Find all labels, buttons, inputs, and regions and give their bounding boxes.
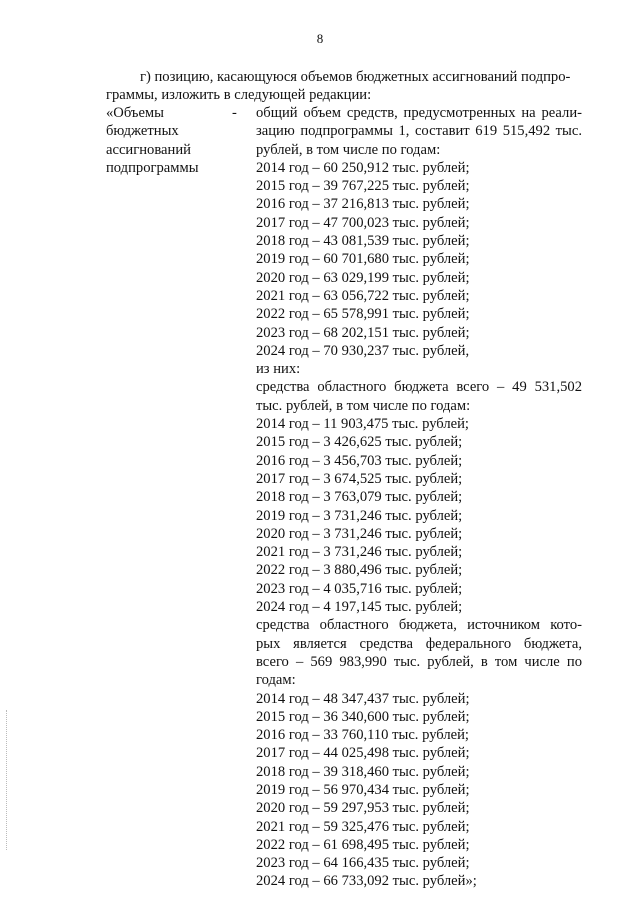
total-year: 2015 год – 39 767,225 тыс. рублей; — [256, 178, 470, 195]
label-line: подпрограммы — [106, 159, 199, 176]
position-label — [106, 104, 246, 177]
regional-year: 2020 год – 3 731,246 тыс. рублей; — [256, 525, 463, 542]
federal-year: 2020 год – 59 297,953 тыс. рублей; — [256, 800, 470, 817]
federal-year: 2024 год – 66 733,092 тыс. рублей»; — [256, 873, 477, 890]
total-year: 2017 год – 47 700,023 тыс. рублей; — [256, 214, 470, 231]
total-year: 2024 год – 70 930,237 тыс. рублей, — [256, 342, 470, 359]
total-year: 2018 год – 43 081,539 тыс. рублей; — [256, 233, 470, 250]
regional-year: 2015 год – 3 426,625 тыс. рублей; — [256, 434, 463, 451]
federal-year: 2016 год – 33 760,110 тыс. рублей; — [256, 727, 469, 744]
page-number: 8 — [316, 31, 324, 46]
intro-line: г) позицию, касающуюся объемов бюджетных ассигнований подпро- — [140, 69, 571, 85]
federal-year: 2019 год – 56 970,434 тыс. рублей; — [256, 781, 470, 798]
total-year: 2023 год – 68 202,151 тыс. рублей; — [256, 324, 470, 341]
funding-content — [256, 104, 582, 891]
total-year: 2021 год – 63 056,722 тыс. рублей; — [256, 287, 470, 304]
regional-year: 2021 год – 3 731,246 тыс. рублей; — [256, 544, 463, 561]
federal-year: 2023 год – 64 166,435 тыс. рублей; — [256, 855, 470, 872]
label-line: ассигнований — [106, 141, 191, 158]
regional-line: тыс. рублей, в том числе по годам: — [256, 397, 471, 414]
separator-dash: - — [232, 105, 237, 121]
total-year: 2019 год – 60 701,680 тыс. рублей; — [256, 251, 470, 268]
total-year: 2020 год – 63 029,199 тыс. рублей; — [256, 269, 470, 286]
federal-line: годам: — [256, 672, 296, 689]
total-line: зацию подпрограммы 1, составит 619 515,492 тыс. — [256, 123, 582, 140]
federal-year: 2022 год – 61 698,495 тыс. рублей; — [256, 836, 470, 853]
intro-paragraph — [106, 68, 582, 105]
federal-line: средства областного бюджета, источником кото- — [256, 617, 582, 634]
regional-year: 2017 год – 3 674,525 тыс. рублей; — [256, 470, 463, 487]
intro-line: граммы, изложить в следующей редакции: — [106, 87, 372, 104]
regional-year: 2014 год – 11 903,475 тыс. рублей; — [256, 416, 469, 433]
regional-year: 2023 год – 4 035,716 тыс. рублей; — [256, 580, 463, 597]
federal-line: всего – 569 983,990 тыс. рублей, в том числе по — [256, 653, 582, 670]
federal-year: 2014 год – 48 347,437 тыс. рублей; — [256, 690, 470, 707]
regional-line: средства областного бюджета всего – 49 531,502 — [256, 379, 582, 396]
regional-year: 2019 год – 3 731,246 тыс. рублей; — [256, 507, 463, 524]
label-line: бюджетных — [106, 123, 179, 140]
federal-year: 2021 год – 59 325,476 тыс. рублей; — [256, 818, 470, 835]
scan-margin-mark — [6, 710, 7, 850]
regional-year: 2018 год – 3 763,079 тыс. рублей; — [256, 489, 463, 506]
label-line: «Объемы — [106, 105, 164, 121]
total-year: 2022 год – 65 578,991 тыс. рублей; — [256, 306, 470, 323]
total-year: 2016 год – 37 216,813 тыс. рублей; — [256, 196, 470, 213]
total-line: общий объем средств, предусмотренных на реали- — [256, 105, 582, 121]
total-year: 2014 год – 60 250,912 тыс. рублей; — [256, 159, 470, 176]
total-line: рублей, в том числе по годам: — [256, 141, 441, 158]
federal-year: 2017 год – 44 025,498 тыс. рублей; — [256, 745, 470, 762]
of-them-label: из них: — [256, 361, 301, 378]
regional-year: 2022 год – 3 880,496 тыс. рублей; — [256, 562, 463, 579]
federal-line: рых является средства федерального бюджета, — [256, 635, 582, 652]
regional-year: 2016 год – 3 456,703 тыс. рублей; — [256, 452, 463, 469]
federal-year: 2018 год – 39 318,460 тыс. рублей; — [256, 763, 470, 780]
federal-year: 2015 год – 36 340,600 тыс. рублей; — [256, 708, 470, 725]
regional-year: 2024 год – 4 197,145 тыс. рублей; — [256, 599, 463, 616]
